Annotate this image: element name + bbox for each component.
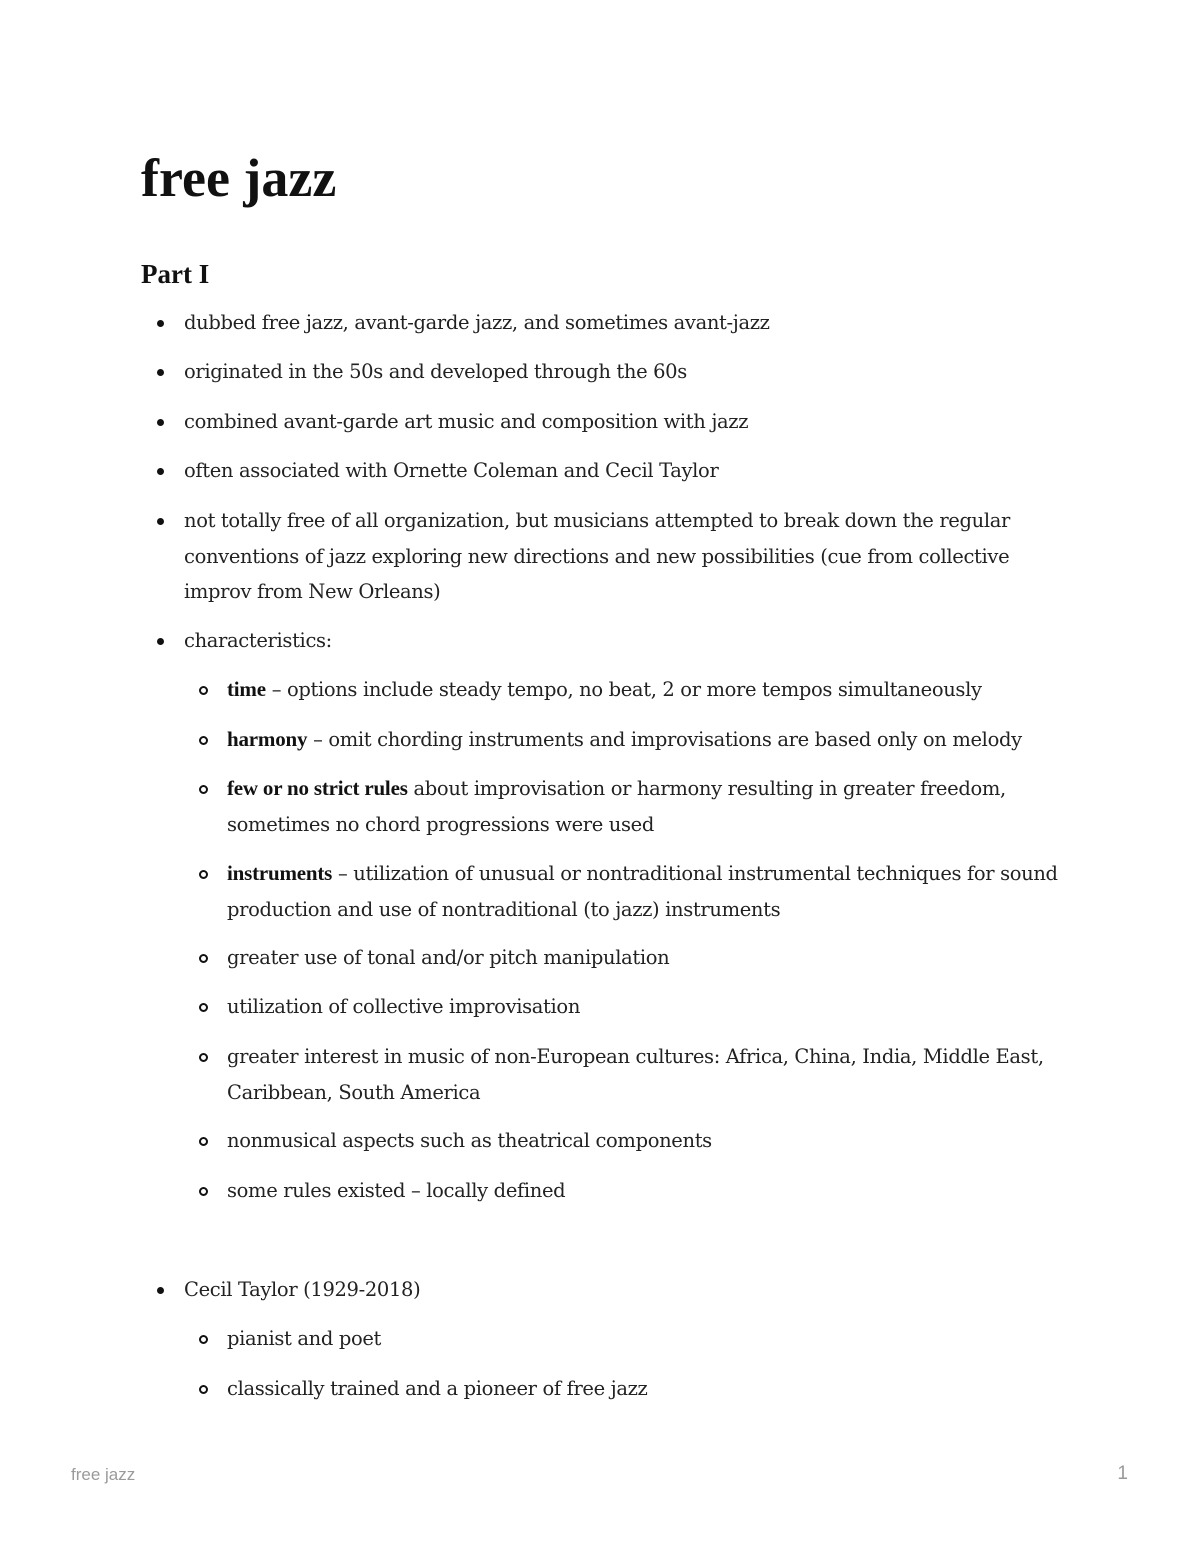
sub-list-item-text: pianist and poet [227, 1327, 382, 1350]
sub-list-item-text: greater use of tonal and/or pitch manipulation [227, 946, 670, 969]
sub-list-item-text: some rules existed – locally defined [227, 1179, 566, 1202]
list-item [184, 503, 1024, 610]
list-item-text: Cecil Taylor (1929-2018) [184, 1278, 421, 1301]
term-label: instruments [227, 861, 333, 885]
list-item [184, 404, 1024, 440]
sub-list-item [227, 1371, 1077, 1407]
page-title: free jazz [141, 148, 337, 208]
list-item-text: combined avant-garde art music and composition with jazz [184, 410, 749, 433]
footer-page-number: 1 [1117, 1463, 1128, 1484]
footer-document-title: free jazz [71, 1465, 136, 1484]
sub-list-item [227, 989, 1077, 1025]
list-item-text: not totally free of all organization, but musicians attempted to break down the regular conventions of jazz exploring new directions and new possibilities (cue from collective improv from New Orleans) [184, 509, 1010, 603]
list-item [184, 305, 1024, 341]
sub-list-item-instruments [227, 856, 1077, 927]
section-heading: Part I [141, 259, 210, 289]
sub-list-item [227, 940, 1077, 976]
sub-list-item-harmony [227, 722, 1077, 758]
list-item-text: characteristics: [184, 629, 332, 652]
sub-list-item-text: – options include steady tempo, no beat, 2 or more tempos simultaneously [265, 678, 982, 701]
sub-list-item-text: greater interest in music of non-European cultures: Africa, China, India, Middle East, Caribbean, South America [227, 1045, 1044, 1104]
list-item-text: often associated with Ornette Coleman and Cecil Taylor [184, 459, 719, 482]
sub-list-item-text: about improvisation or harmony resulting in greater freedom, sometimes no chord progressions were used [227, 777, 1006, 836]
sub-list-item-rules [227, 771, 1077, 842]
sub-list-item-text: utilization of collective improvisation [227, 995, 581, 1018]
sub-list-item [227, 1123, 1077, 1159]
sub-list-item-text: classically trained and a pioneer of free jazz [227, 1377, 648, 1400]
sub-list-item [227, 1173, 1077, 1209]
sub-list-item [227, 1321, 1077, 1357]
sub-list-item-text: – omit chording instruments and improvisations are based only on melody [307, 728, 1022, 751]
list-item-text: dubbed free jazz, avant-garde jazz, and sometimes avant-jazz [184, 311, 770, 334]
list-item [184, 453, 1024, 489]
list-item-text: originated in the 50s and developed through the 60s [184, 360, 687, 383]
sub-list-item-time [227, 672, 1077, 708]
sub-list-item-text: nonmusical aspects such as theatrical components [227, 1129, 712, 1152]
term-label: time [227, 677, 266, 701]
list-item [184, 354, 1024, 390]
sub-list-item [227, 1039, 1077, 1110]
list-item-characteristics [184, 623, 1024, 659]
term-label: harmony [227, 727, 308, 751]
list-item-cecil-taylor [184, 1272, 1024, 1308]
term-label: few or no strict rules [227, 776, 408, 800]
sub-list-item-text: – utilization of unusual or nontraditional instrumental techniques for sound production and use of nontraditional (to jazz) instruments [227, 862, 1058, 921]
